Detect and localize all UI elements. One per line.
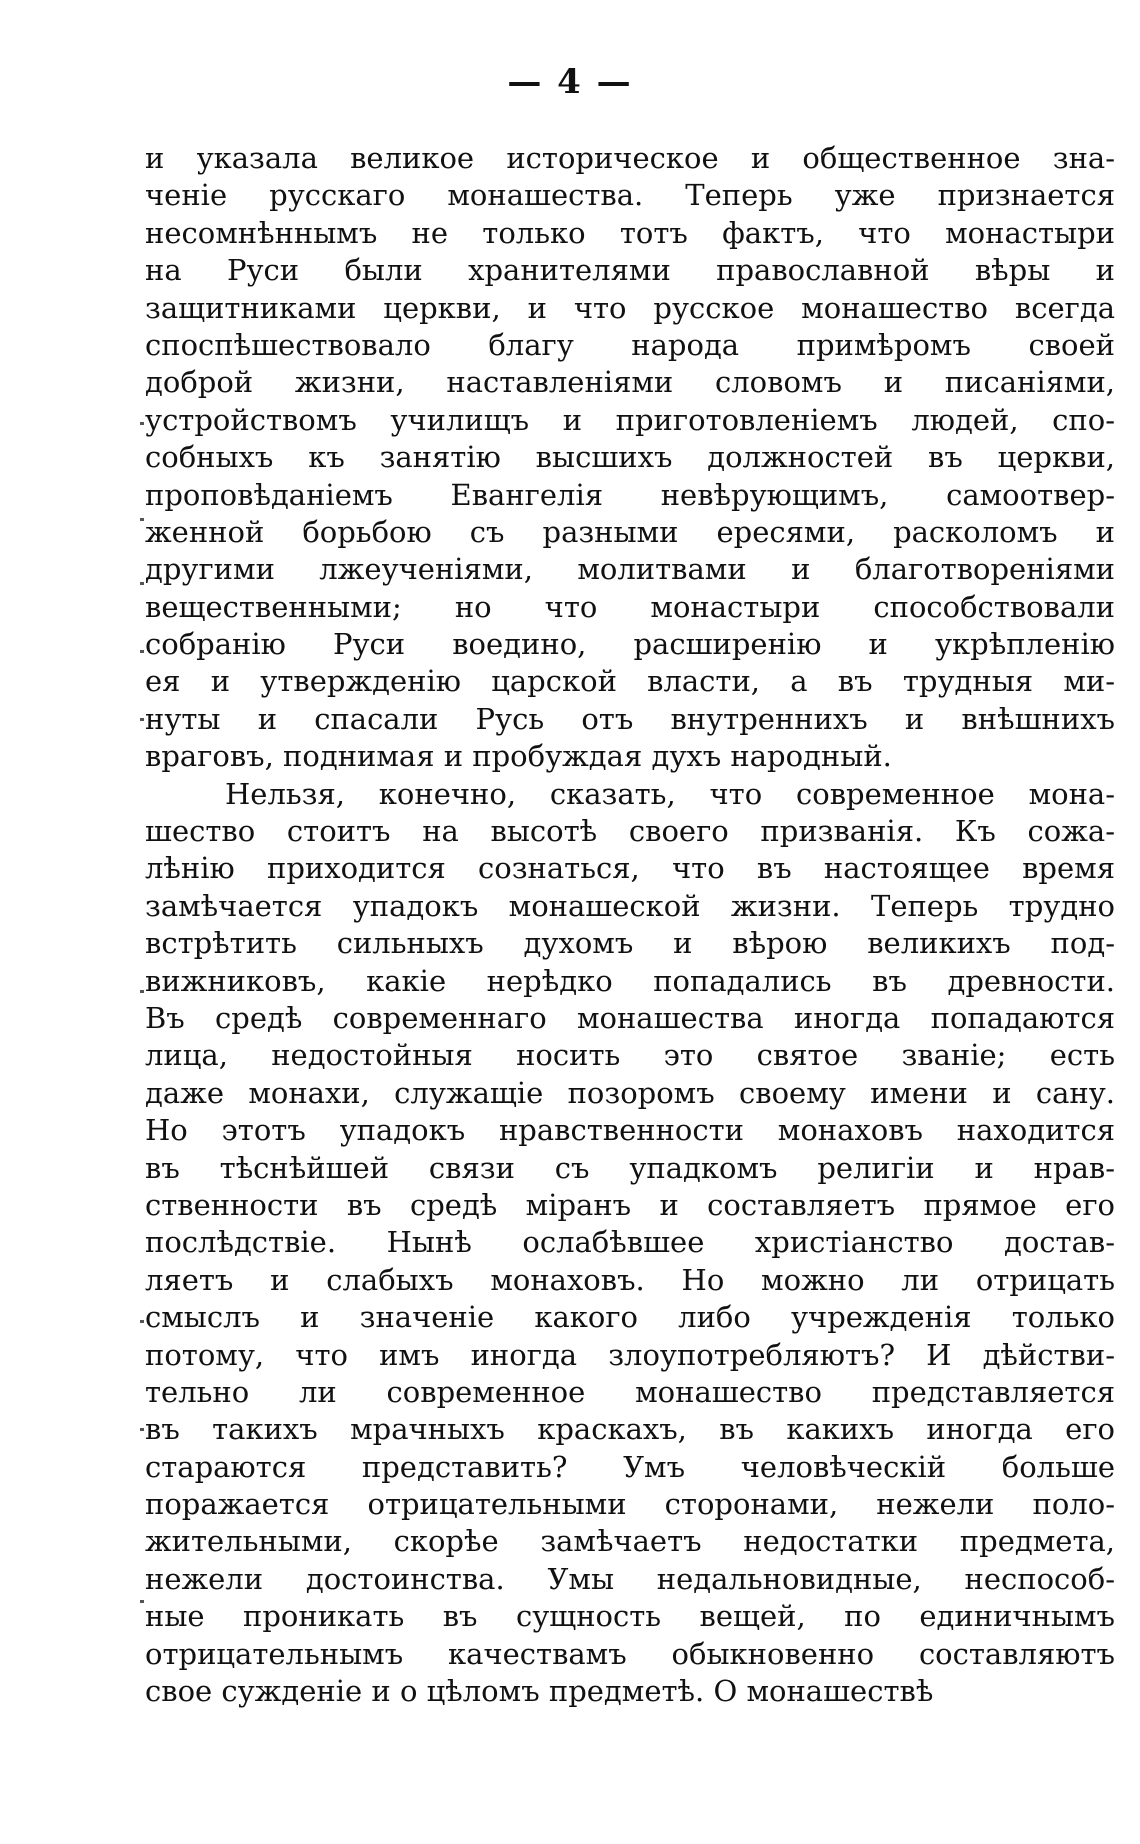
text-line: въ тѣснѣйшей связи съ упадкомъ религіи и нрав- — [145, 1150, 1115, 1185]
text-line: ственности въ средѣ міранъ и составляетъ прямое его — [145, 1187, 1115, 1222]
page-number: — 4 — — [507, 62, 633, 102]
text-line: вещественными; но что монастыри способствовали — [145, 589, 1115, 624]
text-line: доброй жизни, наставленіями словомъ и писаніями, — [145, 365, 1115, 400]
text-line: устройствомъ училищъ и приготовленіемъ людей, спо- — [145, 402, 1115, 437]
text-line: встрѣтить сильныхъ духомъ и вѣрою великихъ под- — [145, 926, 1115, 961]
text-line: собныхъ къ занятію высшихъ должностей въ церкви, — [145, 440, 1115, 475]
text-line: замѣчается упадокъ монашеской жизни. Теперь трудно — [145, 888, 1115, 923]
text-line: поражается отрицательными сторонами, нежели поло- — [145, 1487, 1115, 1522]
text-line: ные проникать въ сущность вещей, по единичнымъ — [145, 1599, 1115, 1634]
margin-speck — [140, 518, 144, 521]
paragraph — [145, 140, 1115, 776]
text-line: послѣдствіе. Нынѣ ослабѣвшее христіанство достав- — [145, 1225, 1115, 1260]
margin-speck — [140, 422, 144, 425]
text-line: стараются представить? Умъ человѣческій больше — [145, 1449, 1115, 1484]
margin-speck — [140, 582, 144, 585]
margin-speck — [140, 1600, 144, 1603]
text-line: тельно ли современное монашество представляется — [145, 1374, 1115, 1409]
margin-speck — [140, 1320, 144, 1323]
margin-speck — [140, 990, 144, 993]
margin-speck — [140, 1428, 144, 1431]
text-line: защитниками церкви, и что русское монашество всегда — [145, 290, 1115, 325]
body-text — [145, 140, 1115, 1710]
text-line: лица, недостойныя носить это святое званіе; есть — [145, 1038, 1115, 1073]
text-line: шество стоитъ на высотѣ своего призванія. Къ сожа- — [145, 814, 1115, 849]
text-line: даже монахи, служащіе позоромъ своему имени и сану. — [145, 1075, 1115, 1110]
text-line: въ такихъ мрачныхъ краскахъ, въ какихъ иногда его — [145, 1412, 1115, 1447]
text-line: жительными, скорѣе замѣчаетъ недостатки предмета, — [145, 1524, 1115, 1559]
text-line: враговъ, поднимая и пробуждая духъ народный. — [145, 739, 892, 774]
text-line: нуты и спасали Русь отъ внутреннихъ и внѣшнихъ — [145, 701, 1115, 736]
paragraph — [145, 776, 1115, 1711]
text-line: собранію Руси воедино, расширенію и укрѣпленію — [145, 627, 1115, 662]
text-line: ляетъ и слабыхъ монаховъ. Но можно ли отрицать — [145, 1262, 1115, 1297]
text-line: на Руси были хранителями православной вѣры и — [145, 253, 1115, 288]
text-line: свое сужденіе и о цѣломъ предметѣ. О монашествѣ — [145, 1674, 934, 1709]
text-line: Нельзя, конечно, сказать, что современное мона- — [225, 776, 1115, 811]
text-line: ченіе русскаго монашества. Теперь уже признается — [145, 178, 1115, 213]
text-line: смыслъ и значеніе какого либо учрежденія только — [145, 1300, 1115, 1335]
text-line: потому, что имъ иногда злоупотребляютъ? И дѣйстви- — [145, 1337, 1115, 1372]
margin-speck — [140, 650, 144, 653]
text-line: нежели достоинства. Умы недальновидные, неспособ- — [145, 1561, 1115, 1596]
text-line: Но этотъ упадокъ нравственности монаховъ находится — [145, 1113, 1115, 1148]
text-line: и указала великое историческое и общественное зна- — [145, 141, 1115, 175]
text-line: отрицательнымъ качествамъ обыкновенно составляютъ — [145, 1636, 1115, 1671]
text-line: лѣнію приходится сознаться, что въ настоящее время — [145, 851, 1115, 886]
text-line: несомнѣннымъ не только тотъ фактъ, что монастыри — [145, 215, 1115, 250]
text-line: Въ средѣ современнаго монашества иногда попадаются — [145, 1000, 1115, 1035]
text-line: проповѣданіемъ Евангелія невѣрующимъ, самоотвер- — [145, 477, 1115, 512]
text-line: другими лжеученіями, молитвами и благотвореніями — [145, 552, 1115, 587]
text-line: вижниковъ, какіе нерѣдко попадались въ древности. — [145, 963, 1115, 998]
text-line: ея и утвержденію царской власти, а въ трудныя ми- — [145, 664, 1115, 699]
margin-speck — [140, 718, 144, 721]
text-line: споспѣшествовало благу народа примѣромъ своей — [145, 327, 1115, 362]
text-line: женной борьбою съ разными ересями, расколомъ и — [145, 514, 1115, 549]
